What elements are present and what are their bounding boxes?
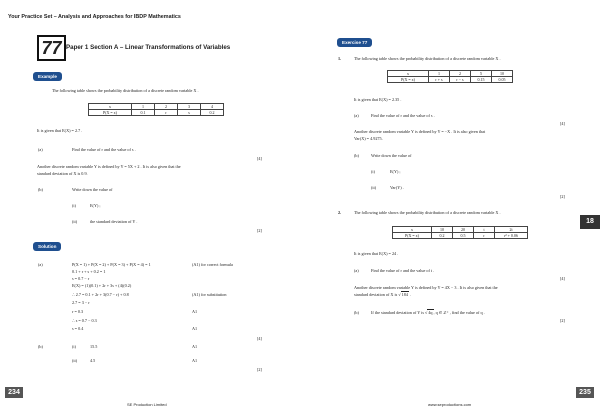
solution-b-ii-note: A1 — [192, 358, 198, 363]
footer-left: SE Production Limited — [127, 402, 167, 407]
page-number-left: 234 — [5, 387, 23, 398]
table-cell: 0.15 — [471, 77, 492, 83]
table-cell: P(X = x) — [89, 110, 132, 116]
table-cell: P(X = x) — [393, 233, 432, 239]
q2a-marks: [4] — [560, 276, 565, 281]
table-cell: 0.2 — [201, 110, 224, 116]
q1-table — [387, 70, 513, 83]
solution-note: (A1) for substitution — [192, 292, 227, 297]
q2-sd-pre: standard deviation of X is — [354, 292, 398, 297]
q2b-root: 4q — [428, 310, 433, 315]
q1-given: It is given that E(X) = 2.35 . — [354, 97, 402, 102]
example-label: Example — [33, 72, 62, 81]
solution-note: A1 — [192, 309, 198, 314]
solution-note: (A1) for correct formula — [192, 262, 233, 267]
q1-intro: The following table shows the probability distribution of a discrete random variable X . — [354, 56, 501, 61]
table-cell: 5 — [471, 71, 492, 77]
table-cell: r² + 0.06 — [495, 233, 528, 239]
question-b-ii-label: (ii) — [72, 219, 78, 224]
table-cell: 2 — [155, 104, 178, 110]
q2b-marks: [2] — [560, 318, 565, 323]
table-cell: t — [474, 227, 495, 233]
table-cell: 1 — [132, 104, 155, 110]
table-row — [393, 233, 528, 239]
table-cell: P(X = x) — [388, 77, 429, 83]
solution-b-ii-label: (ii) — [72, 358, 78, 363]
sqrt-symbol: √ — [398, 292, 401, 297]
q1bii-text: Var(Y) . — [390, 185, 404, 190]
q1-another: Another discrete random variable Y is defined by Y = −X . It is also given that — [354, 129, 486, 134]
q1-var: Var(X) = 4.9275. — [354, 136, 383, 141]
example-table — [88, 103, 224, 116]
solution-line: s = 0.4 — [72, 326, 84, 331]
table-row — [388, 77, 513, 83]
table-cell: s — [178, 110, 201, 116]
q2-given: It is given that E(X) = 24 . — [354, 251, 399, 256]
table-cell: 0.2 — [432, 233, 453, 239]
q1b-text: Write down the value of — [371, 153, 412, 158]
example-intro: The following table shows the probability distribution of a discrete random variable X . — [52, 88, 199, 93]
q1bi-text: E(Y) ; — [390, 169, 401, 174]
q2-table — [392, 226, 528, 239]
chapter-title: Paper 1 Section A – Linear Transformations of Variables — [66, 44, 231, 51]
q2-sd-root: 184 — [401, 292, 408, 297]
q2-sd-line — [354, 292, 411, 297]
solution-b-i-value: 15.5 — [90, 344, 98, 349]
table-cell: r − s — [450, 77, 471, 83]
table-cell: 10 — [432, 227, 453, 233]
footer-right: www.seproductions.com — [428, 402, 472, 407]
q1b-marks: [2] — [560, 194, 565, 199]
solution-b-ii-value: 4.5 — [90, 358, 96, 363]
question-b-i-label: (i) — [72, 203, 76, 208]
question-a-label: (a) — [38, 147, 43, 152]
solution-b-i-note: A1 — [192, 344, 198, 349]
q2a-label: (a) — [354, 268, 359, 273]
q1-number: 1. — [338, 56, 342, 61]
table-cell: x — [89, 104, 132, 110]
q2-number: 2. — [338, 210, 342, 215]
question-b-label: (b) — [38, 187, 43, 192]
solution-label: Solution — [33, 242, 61, 251]
example-another-2: standard deviation of X is 0.9. — [37, 171, 88, 176]
solution-line: 0.1 + r + s + 0.2 = 1 — [72, 269, 106, 274]
q2b-label: (b) — [354, 310, 359, 315]
q2b-post: , q ∈ ℤ⁺ , find the value of q . — [433, 310, 485, 315]
solution-line: P(X = 1) + P(X = 2) + P(X = 3) + P(X = 4) = 1 — [72, 262, 151, 267]
q1bi-label: (i) — [371, 169, 375, 174]
table-cell: r + s — [429, 77, 450, 83]
q2a-text: Find the value of r and the value of t . — [371, 268, 435, 273]
solution-b-i-label: (i) — [72, 344, 76, 349]
solution-line: r = 0.3 — [72, 309, 84, 314]
q2b-pre: If the standard deviation of Y is — [371, 310, 424, 315]
example-another: Another discrete random variable Y is defined by Y = 5X + 2 . It is also given that the — [37, 164, 181, 169]
table-cell: r — [474, 233, 495, 239]
table-cell: x — [388, 71, 429, 77]
solution-a-label: (a) — [38, 262, 43, 267]
q1a-text: Find the value of r and the value of s . — [371, 113, 435, 118]
table-cell: 3 — [178, 104, 201, 110]
solution-line: ∴ 2.7 = 0.1 + 2r + 3(0.7 − r) + 0.8 — [72, 292, 129, 297]
q2b-line — [371, 310, 485, 315]
table-cell: 4 — [201, 104, 224, 110]
q2-another: Another discrete random variable Y is defined by Y = 4X − 3 . It is also given that the — [354, 285, 498, 290]
solution-b-label: (b) — [38, 344, 43, 349]
book-title: Your Practice Set – Analysis and Approaches for IBDP Mathematics — [8, 14, 181, 20]
solution-a-marks: [4] — [257, 336, 262, 341]
side-tab: 18 — [580, 215, 600, 229]
solution-line: s = 0.7 − r — [72, 276, 90, 281]
table-cell: 2 — [450, 71, 471, 77]
q2-sd-post: . — [409, 292, 411, 297]
q1a-label: (a) — [354, 113, 359, 118]
solution-line: 2.7 = 3 − r — [72, 300, 90, 305]
question-b-i-text: E(Y) ; — [90, 203, 101, 208]
q1a-marks: [4] — [560, 121, 565, 126]
table-cell: r — [155, 110, 178, 116]
solution-line: E(X) = (1)(0.1) + 2r + 3s + (4)(0.2) — [72, 283, 132, 288]
table-cell: 0.5 — [453, 233, 474, 239]
table-cell: 10 — [492, 71, 513, 77]
table-cell: 1 — [429, 71, 450, 77]
q1b-label: (b) — [354, 153, 359, 158]
question-b-ii-text: the standard deviation of Y . — [90, 219, 138, 224]
question-a-marks: [4] — [257, 156, 262, 161]
q1bii-label: (ii) — [371, 185, 377, 190]
solution-b-marks: [2] — [257, 367, 262, 372]
q2-intro: The following table shows the probability distribution of a discrete random variable X . — [354, 210, 501, 215]
exercise-label: Exercise 77 — [337, 38, 372, 47]
question-b-text: Write down the value of — [72, 187, 113, 192]
solution-note: A1 — [192, 326, 198, 331]
table-row — [89, 110, 224, 116]
table-cell: x — [393, 227, 432, 233]
table-cell: 20 — [453, 227, 474, 233]
solution-line: ∴ s = 0.7 − 0.3 — [72, 318, 97, 323]
table-cell: 0.1 — [132, 110, 155, 116]
question-b-marks: [2] — [257, 228, 262, 233]
chapter-number: 77 — [37, 35, 66, 61]
table-cell: 0.05 — [492, 77, 513, 83]
sqrt-symbol: √ — [425, 310, 428, 315]
page-number-right: 235 — [576, 387, 594, 398]
example-given: It is given that E(X) = 2.7 . — [37, 128, 83, 133]
table-cell: 2t — [495, 227, 528, 233]
question-a-text: Find the value of r and the value of s . — [72, 147, 136, 152]
